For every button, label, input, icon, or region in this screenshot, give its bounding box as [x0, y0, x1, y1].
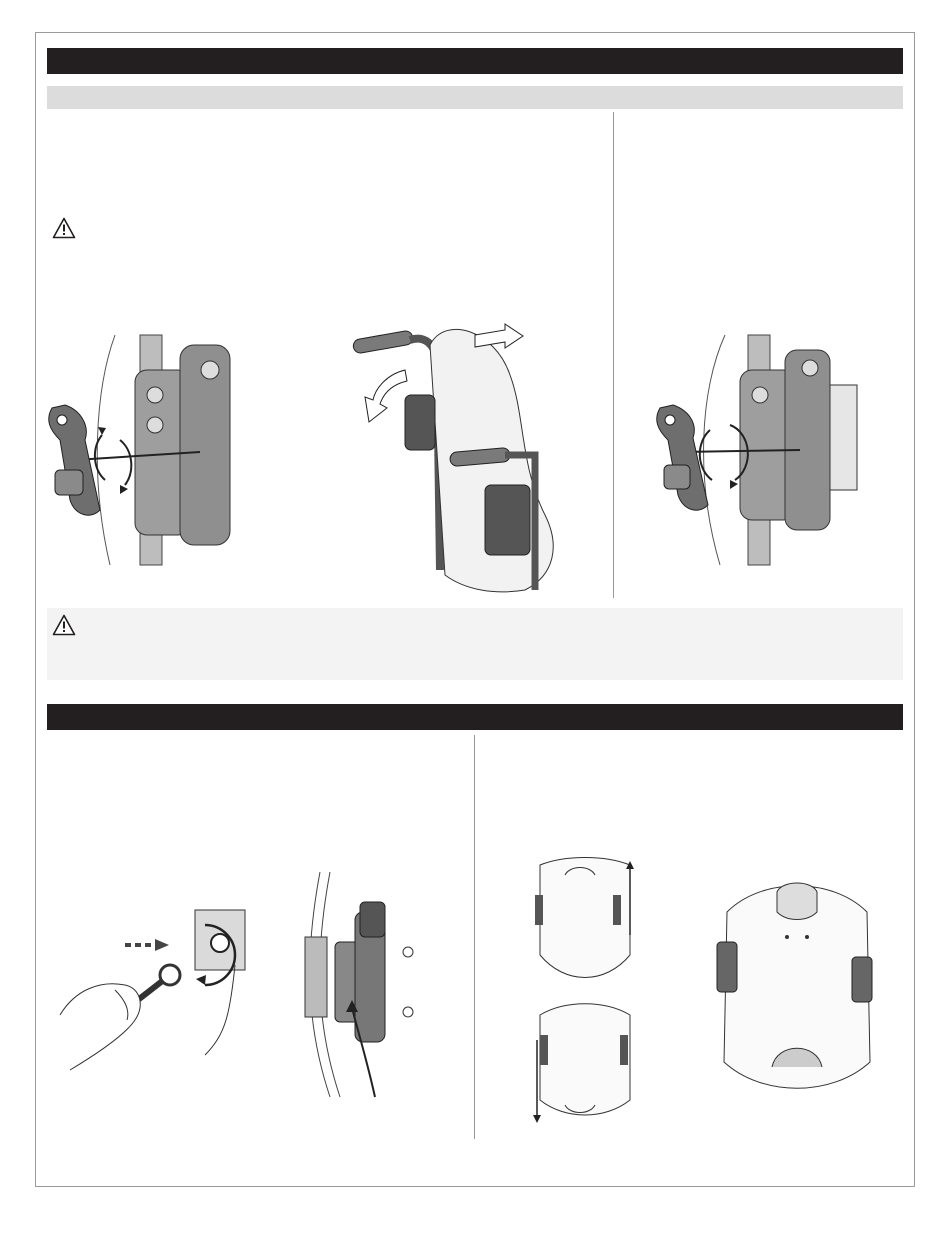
column-divider	[474, 735, 475, 1139]
figure-wrench-tighten-right	[650, 330, 870, 570]
figure-seat-assembled	[712, 882, 882, 1092]
figure-bracket-mount	[300, 872, 430, 1102]
warning-triangle-icon	[52, 614, 76, 641]
figure-hand-wrench	[55, 905, 255, 1075]
figure-seat-shells-separate	[525, 855, 645, 1135]
figure-seat-adjust	[345, 315, 615, 595]
section-1-header	[47, 48, 903, 74]
section-2-header	[47, 704, 903, 730]
warning-triangle-icon	[52, 217, 76, 244]
figure-wrench-tighten-left	[40, 330, 260, 570]
section-1-subheader	[47, 86, 903, 109]
warning-box	[47, 608, 903, 680]
